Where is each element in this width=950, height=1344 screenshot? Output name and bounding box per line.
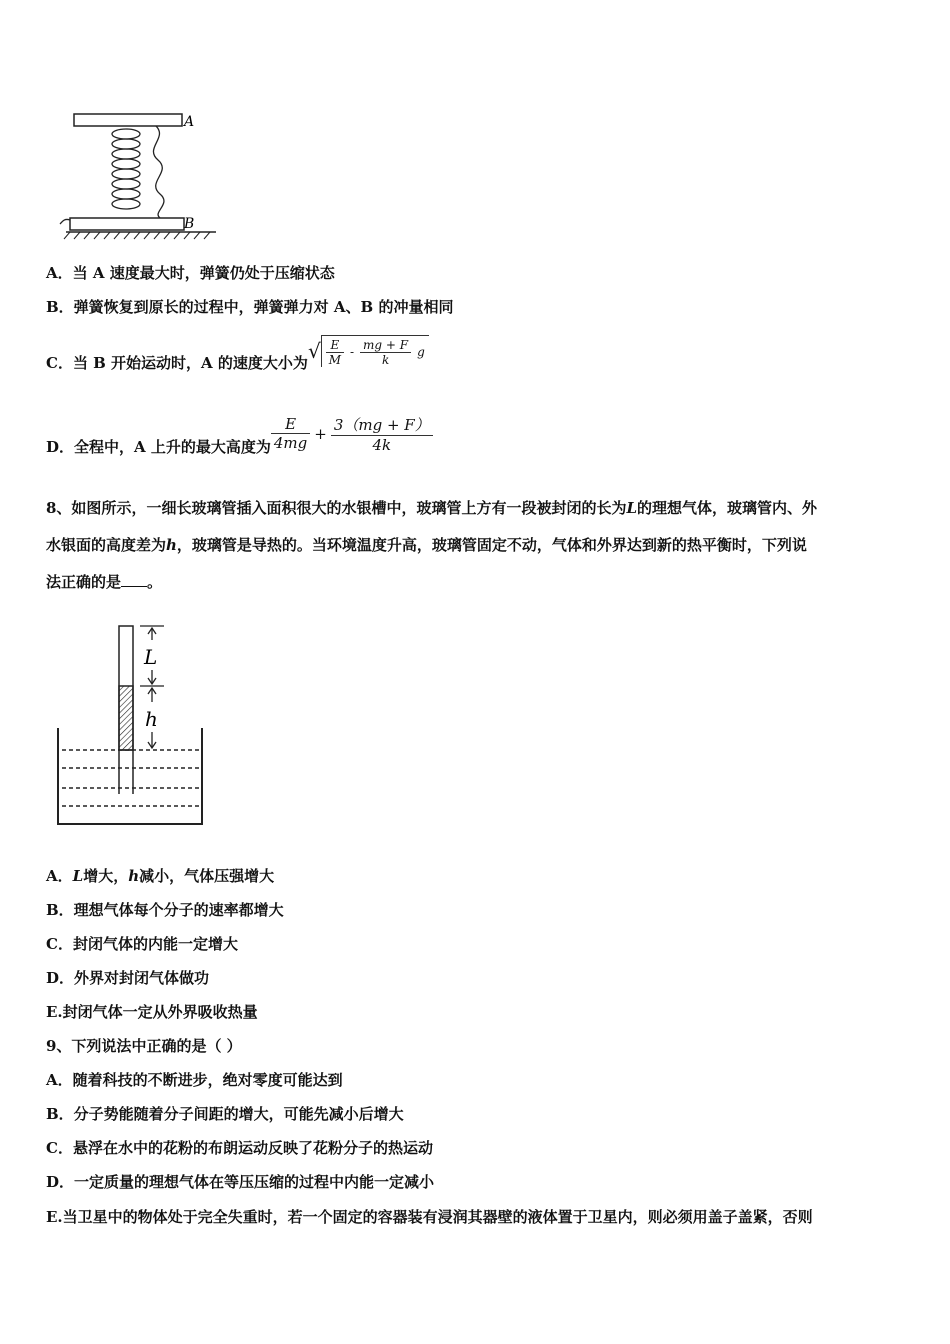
q7-option-d-text: D．全程中，A 上升的最大高度为 (46, 438, 271, 456)
label-l: L (144, 645, 158, 669)
q9-option-c: C．悬浮在水中的花粉的布朗运动反映了花粉分子的热运动 (46, 1139, 433, 1157)
q7-option-d: D．全程中，A 上升的最大高度为 $\frac{E}{4mg}$ + $\frac{3(mg + F)}{4k}$ (46, 410, 433, 457)
fraction-e-over-m: $\frac{E}{M}$ (326, 338, 344, 367)
q7-option-a: A．当 A 速度最大时，弹簧仍处于压缩状态 (46, 264, 335, 282)
q8-option-b: B．理想气体每个分子的速率都增大 (46, 901, 284, 919)
fraction-mgf-over-k: $\frac{mg + F}{k}$ (360, 338, 411, 367)
q9-option-b: B．分子势能随着分子间距的增大，可能先减小后增大 (46, 1105, 404, 1123)
q8-option-a: A．L增大，h减小，气体压强增大 (46, 867, 275, 885)
q8-stem: 8、如图所示，一细长玻璃管插入面积很大的水银槽中，玻璃管上方有一段被封闭的长为L的理想气体，玻璃管内、外 水银面的高度差为h，玻璃管是导热的。当环境温度升高，玻璃管固定不动，气体和外界达到新的热平衡时，下列说 法正确的是 。 (46, 499, 818, 591)
label-b: B (184, 216, 195, 232)
fraction-3mgf-over-4k: $\frac{3(mg + F)}{4k}$ (331, 414, 433, 454)
q8-option-d: D．外界对封闭气体做功 (46, 969, 210, 987)
q9-option-e: E.当卫星中的物体处于完全失重时，若一个固定的容器装有浸润其器壁的液体置于卫星内，则必须用盖子盖紧，否则 (46, 1208, 813, 1226)
q7-option-c (46, 328, 429, 373)
fraction-e-over-4mg: $\frac{E}{4mg}$ (271, 415, 310, 452)
sqrt-expression: √ $\frac{E}{M}$ - $\frac{mg + F}{k}$ g (308, 335, 429, 367)
q9-option-d: D．一定质量的理想气体在等压压缩的过程中内能一定减小 (46, 1173, 435, 1191)
q8-option-e: E.封闭气体一定从外界吸收热量 (46, 1003, 258, 1021)
q7-option-b: B．弹簧恢复到原长的过程中，弹簧弹力对 A、B 的冲量相同 (46, 298, 454, 316)
q9-stem: 9、下列说法中正确的是（ ） (46, 1037, 242, 1055)
answer-blank (121, 586, 147, 587)
q8-option-c: C．封闭气体的内能一定增大 (46, 935, 238, 953)
spring-figure (56, 108, 226, 243)
label-h: h (145, 707, 158, 731)
tube-figure (50, 618, 220, 830)
label-a: A (184, 114, 195, 130)
q9-option-a: A．随着科技的不断进步，绝对零度可能达到 (46, 1071, 343, 1089)
q7-option-c-text: C．当 B 开始运动时，A 的速度大小为 (46, 354, 308, 372)
